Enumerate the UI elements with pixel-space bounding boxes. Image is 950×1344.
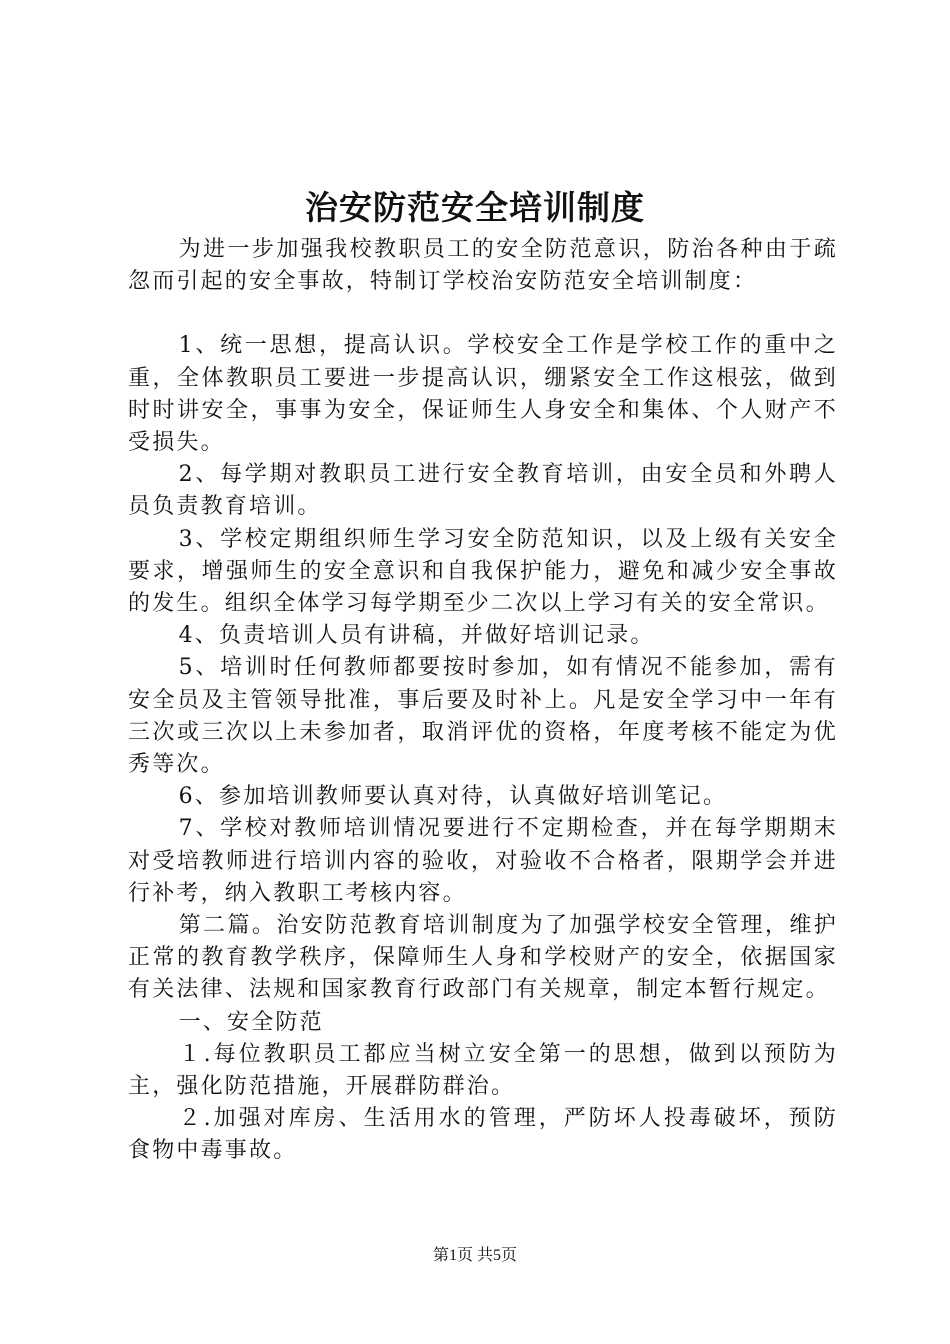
paragraph-item-1: 1、统一思想，提高认识。学校安全工作是学校工作的重中之重，全体教职员工要进一步提高认识，绷紧安全工作这根弦，做到时时讲安全，事事为安全，保证师生人身安全和集体、个人财产不受损失。 [128,333,838,456]
document-title: 治安防范安全培训制度 [305,188,645,227]
paragraph-item-3: 3、学校定期组织师生学习安全防范知识，以及上级有关安全要求，增强师生的安全意识和自我保护能力，避免和减少安全事故的发生。组织全体学习每学期至少二次以上学习有关的安全常识。 [128,526,838,617]
safety-item-1: １.每位教职员工都应当树立安全第一的思想，做到以预防为主，强化防范措施，开展群防群治。 [128,1041,838,1100]
paragraph-item-7: 7、学校对教师培训情况要进行不定期检查，并在每学期期末对受培教师进行培训内容的验收，对验收不合格者，限期学会并进行补考，纳入教职工考核内容。 [128,816,838,906]
paragraph-item-4: 4、负责培训人员有讲稿，并做好培训记录。 [178,623,655,649]
paragraph-item-5: 5、培训时任何教师都要按时参加，如有情况不能参加，需有安全员及主管领导批准，事后要及时补上。凡是安全学习中一年有三次或三次以上未参加者，取消评优的资格，年度考核不能定为优秀等次。 [128,655,838,778]
section-heading: 一、安全防范 [178,1009,324,1035]
section-two-paragraph: 第二篇。治安防范教育培训制度为了加强学校安全管理，维护正常的教育教学秩序，保障师生人身和学校财产的安全，依据国家有关法律、法规和国家教育行政部门有关规章，制定本暂行规定。 [128,913,838,1003]
safety-item-2: ２.加强对库房、生活用水的管理，严防坏人投毒破坏，预防食物中毒事故。 [128,1106,838,1164]
paragraph-item-6: 6、参加培训教师要认真对待，认真做好培训笔记。 [178,784,728,810]
paragraph-item-2: 2、每学期对教职员工进行安全教育培训，由安全员和外聘人员负责教育培训。 [128,462,838,520]
intro-paragraph: 为进一步加强我校教职员工的安全防范意识，防治各种由于疏忽而引起的安全事故，特制订学校治安防范安全培训制度： [128,237,838,295]
page-number-footer: 第1页 共5页 [432,1247,517,1264]
document-body [128,234,838,1168]
